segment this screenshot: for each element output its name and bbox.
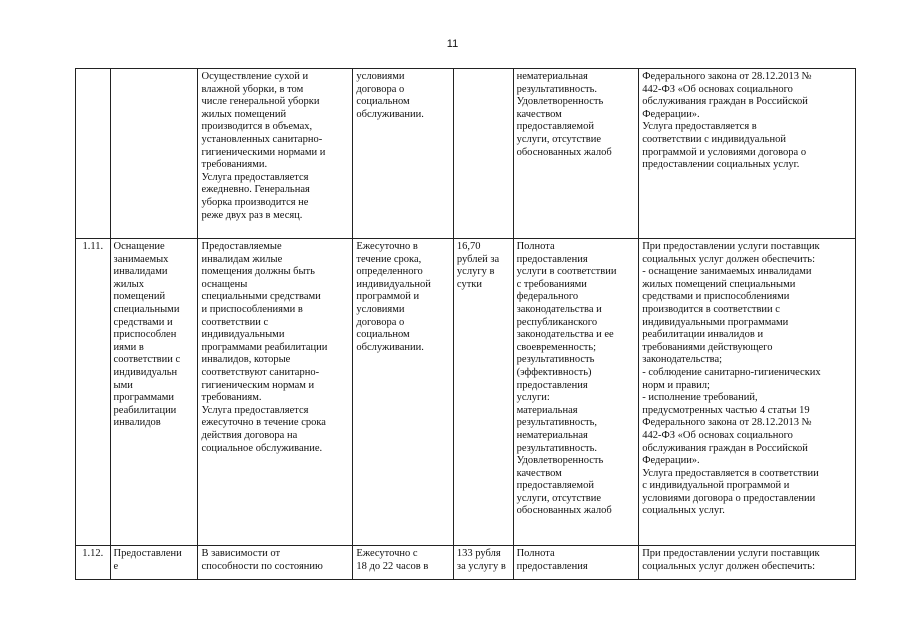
cell-text-line: уборка производится не [201,196,309,208]
cell-text-line: предоставлении социальных услуг. [642,159,800,171]
cell-quality-indicators [513,239,639,546]
cell-text-line: качеством [516,467,562,479]
cell-text-line: требованиями действующего [642,341,773,353]
cell-text-line: Федерального закона от 28.12.2013 № [642,417,812,429]
cell-service-term [353,69,454,239]
cell-text-line: индивидуальными программами [642,316,789,328]
cell-text-line: результативность, [516,417,598,429]
cell-text-line: средствами и [113,316,173,328]
table-row-1-11 [76,239,856,546]
cell-text-line: производится в соответствии с [642,303,780,315]
table-row-continuation [76,69,856,239]
cell-text-line: гигиеническими нормами и [201,146,326,158]
cell-text-line: При предоставлении услуги поставщик [642,241,820,252]
cell-text-line: 18 до 22 часов в [356,560,429,572]
cell-text-line: обслуживании. [356,341,424,353]
cell-text-line: социальных услуг должен обеспечить: [642,253,815,265]
cell-number [76,69,111,239]
cell-text-line: с индивидуальной программой и [642,480,790,492]
cell-service-description [198,239,353,546]
cell-text-line: предоставляемой [516,121,594,133]
services-table [75,68,856,580]
cell-text-line: занимаемых [113,253,169,265]
cell-text-line: жилых [113,278,144,290]
cell-text-line: течение срока, [356,253,422,265]
cell-text-line: оснащены [201,278,248,290]
cell-text-line: обоснованных жалоб [516,505,612,517]
cell-number: 1.12. [76,546,111,580]
cell-text-line: индивидуальной [356,278,431,290]
cell-text-line: соответствии с [201,316,269,328]
cell-text-line: законодательства и ее [516,329,614,341]
cell-text-line: программой и [356,291,420,303]
cell-text-line: производится в объемах, [201,121,313,133]
cell-text-line: предоставления [516,379,588,391]
cell-service-price [453,69,513,239]
cell-text-line: 442-ФЗ «Об основах социального [642,429,793,441]
cell-text-line: реабилитации [113,404,177,416]
cell-text-line: Ежесуточно в [356,241,418,252]
cell-text-line: предоставления [516,560,588,572]
cell-text-line: с требованиями [516,278,587,290]
cell-service-conditions [639,69,856,239]
cell-service-term [353,546,454,580]
cell-text-line: качеством [516,108,562,120]
cell-text-line: и приспособлениями в [201,303,303,315]
cell-text-line: обоснованных жалоб [516,146,612,158]
cell-text-line: обслуживания граждан в Российской [642,442,808,454]
cell-text-line: - соблюдение санитарно-гигиенических [642,366,821,378]
cell-text-line: предоставляемой [516,480,594,492]
cell-text-line: Ежесуточно с [356,548,418,559]
cell-text-line: социальных услуг. [642,505,725,517]
page-number: 11 [446,38,459,50]
cell-text-line: результативность [516,354,595,366]
cell-text-line: услуги в соответствии [516,266,617,278]
cell-text-line: (эффективность) [516,366,592,378]
cell-text-line: Предоставлени [113,548,182,559]
cell-text-line: Полнота [516,241,555,252]
cell-text-line: Предоставляемые [201,241,282,252]
cell-text-line: договора о [356,316,405,328]
cell-text-line: условиями [356,71,405,82]
cell-text-line: услуги, отсутствие [516,492,601,504]
cell-text-line: норм и правил; [642,379,710,391]
cell-text-line: обслуживании. [356,108,424,120]
cell-text-line: жилых помещений специальными [642,278,796,290]
cell-text-line: 16,70 [456,241,481,252]
cell-text-line: рублей за [456,253,500,265]
cell-text-line: предусмотренных частью 4 статьи 19 [642,404,810,416]
cell-text-line: ежесуточно в течение срока [201,417,326,429]
cell-text-line: специальными [113,303,180,315]
cell-text-line: приспособлен [113,329,177,341]
cell-text-line: В зависимости от [201,548,281,559]
cell-text-line: способности по состоянию [201,560,323,572]
cell-text-line: за услугу в [456,560,506,572]
cell-text-line: соответствии с индивидуальной [642,133,786,145]
cell-text-line: социальном [356,329,410,341]
cell-text-line: социальных услуг должен обеспечить: [642,560,815,572]
cell-text-line: соответствуют санитарно- [201,366,320,378]
cell-number: 1.11. [76,239,111,546]
cell-text-line: числе генеральной уборки [201,96,320,108]
cell-text-line: условиями [356,303,405,315]
cell-quality-indicators [513,69,639,239]
cell-text-line: программой и условиями договора о [642,146,807,158]
cell-text-line: специальными средствами [201,291,321,303]
cell-text-line: гигиеническим нормам и [201,379,315,391]
cell-text-line: помещения должны быть [201,266,315,278]
cell-service-conditions [639,239,856,546]
cell-text-line: требованиями. [201,159,268,171]
cell-text-line: жилых помещений [201,108,287,120]
cell-text-line: федерального [516,291,579,303]
cell-text-line: - оснащение занимаемых инвалидами [642,266,812,278]
cell-text-line: действия договора на [201,429,298,441]
cell-text-line: услуги, отсутствие [516,133,601,145]
cell-text-line: нематериальная [516,71,588,82]
cell-text-line: е [113,560,119,572]
cell-text-line: 133 рубля [456,548,501,559]
cell-text-line: Услуга предоставляется в [642,121,757,133]
cell-text-line: иями в [113,341,144,353]
cell-text-line: ыми [113,379,133,391]
cell-text-line: социальное обслуживание. [201,442,323,454]
cell-text-line: законодательства; [642,354,723,366]
cell-text-line: услуги: [516,392,550,404]
cell-text-line: Услуга предоставляется [201,171,309,183]
cell-text-line: республиканского [516,316,598,328]
cell-text-line: Федерации». [642,108,700,120]
cell-text-line: условиями договора о предоставлении [642,492,816,504]
cell-service-name [110,69,198,239]
cell-text-line: Удовлетворенность [516,96,604,108]
cell-text-line: требованиям. [201,392,262,404]
cell-text-line: реже двух раз в месяц. [201,209,303,221]
cell-text-line: программами [113,392,175,404]
cell-text-line: Удовлетворенность [516,455,604,467]
cell-text-line: индивидуальными [201,329,285,341]
cell-text-line: инвалидами [113,266,168,278]
cell-text-line: ежедневно. Генеральная [201,184,310,196]
cell-text-line: социальном [356,96,410,108]
cell-text-line: результативность. [516,442,598,454]
cell-text-line: - исполнение требований, [642,392,758,404]
cell-text-line: Федерального закона от 28.12.2013 № [642,71,812,82]
cell-text-line: Федерации». [642,455,700,467]
cell-service-description [198,69,353,239]
cell-service-name [110,239,198,546]
cell-text-line: своевременность; [516,341,597,353]
cell-text-line: услугу в [456,266,495,278]
cell-service-conditions [639,546,856,580]
cell-text-line: предоставления [516,253,588,265]
cell-text-line: Оснащение [113,241,165,252]
cell-text-line: При предоставлении услуги поставщик [642,548,820,559]
cell-service-price [453,239,513,546]
cell-text-line: сутки [456,278,483,290]
cell-text-line: результативность. [516,83,598,95]
cell-text-line: влажной уборки, в том [201,83,304,95]
cell-text-line: реабилитации инвалидов и [642,329,764,341]
cell-text-line: инвалидам жилые [201,253,283,265]
cell-text-line: инвалидов [113,417,161,429]
cell-service-description [198,546,353,580]
cell-service-name [110,546,198,580]
cell-text-line: нематериальная [516,429,588,441]
cell-text-line: материальная [516,404,578,416]
cell-text-line: Полнота [516,548,555,559]
cell-service-price [453,546,513,580]
cell-text-line: установленных санитарно- [201,133,323,145]
table-row-1-12 [76,546,856,580]
cell-text-line: помещений [113,291,166,303]
cell-service-term [353,239,454,546]
cell-text-line: Услуга предоставляется в соответствии [642,467,819,479]
cell-text-line: определенного [356,266,423,278]
cell-text-line: инвалидов, которые [201,354,291,366]
cell-text-line: договора о [356,83,405,95]
cell-quality-indicators [513,546,639,580]
cell-text-line: 442-ФЗ «Об основах социального [642,83,793,95]
cell-text-line: индивидуальн [113,366,178,378]
cell-text-line: обслуживания граждан в Российской [642,96,808,108]
cell-text-line: соответствии с [113,354,181,366]
cell-text-line: Осуществление сухой и [201,71,309,82]
cell-text-line: законодательства и [516,303,602,315]
cell-text-line: Услуга предоставляется [201,404,309,416]
cell-text-line: программами реабилитации [201,341,328,353]
cell-text-line: средствами и приспособлениями [642,291,790,303]
